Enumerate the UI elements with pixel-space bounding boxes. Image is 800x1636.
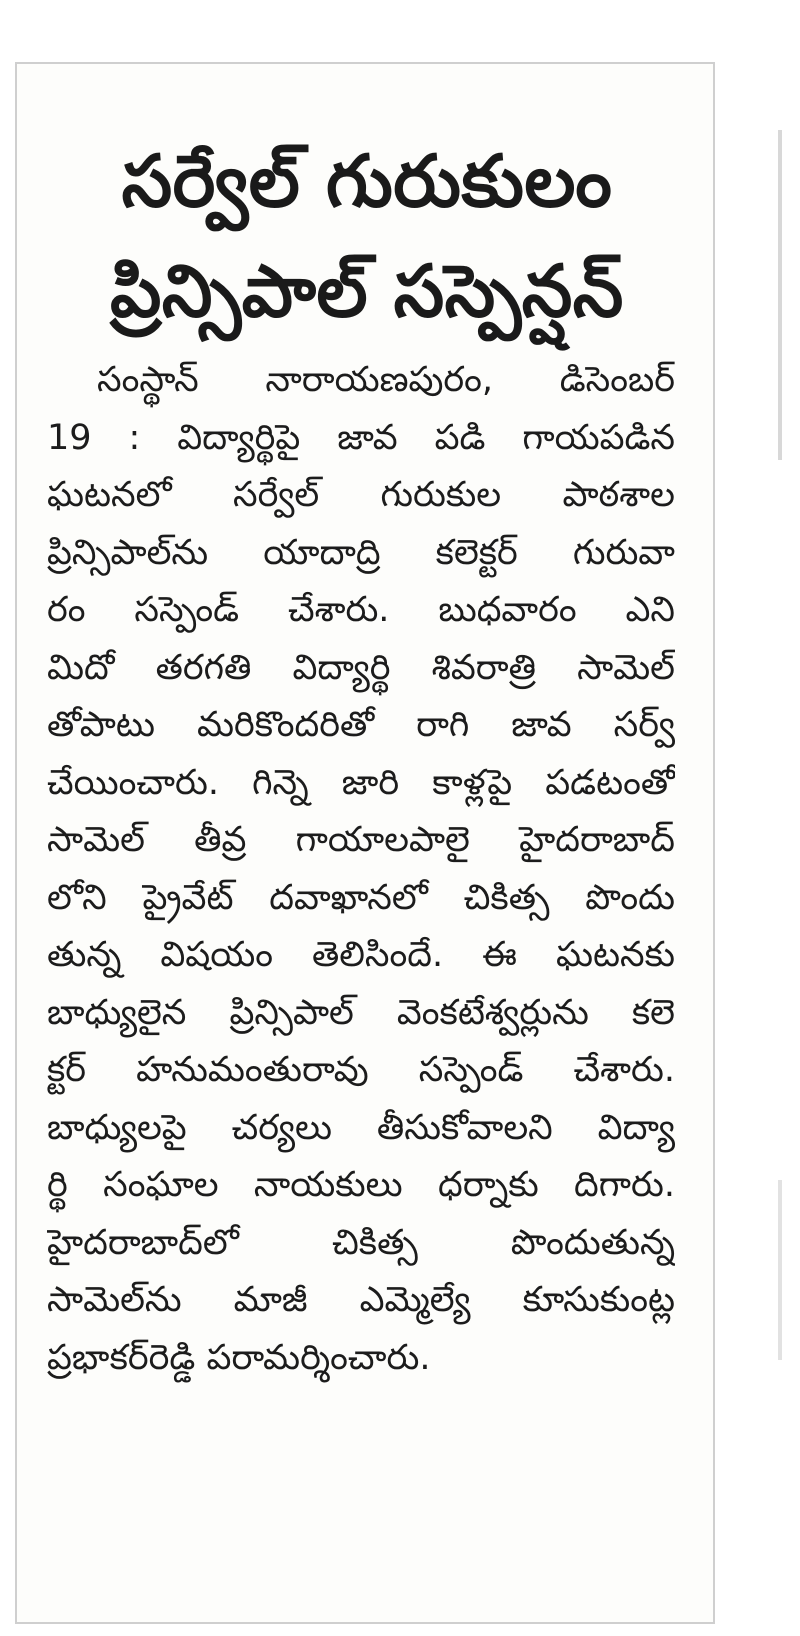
body-line: చేయించారు. గిన్నె జారి కాళ్లపై పడటంతో [47,762,675,803]
body-line: బాధ్యులైన ప్రిన్సిపాల్ వెంకటేశ్వర్లును కలె [47,992,675,1033]
body-line: హైదరాబాద్‌లో చికిత్స పొందుతున్న [47,1222,675,1263]
body-line: ప్రిన్సిపాల్‌ను యాదాద్రి కలెక్టర్ గురువా [47,532,675,573]
body-line: 19 : విద్యార్థిపై జావ పడి గాయపడిన [47,417,675,458]
body-line: సంస్థాన్ నారాయణపురం, డిసెంబర్ [97,360,675,400]
body-line: సామెల్‌ను మాజీ ఎమ్మెల్యే కూసుకుంట్ల [47,1280,675,1320]
body-line: బాధ్యులపై చర్యలు తీసుకోవాలని విద్యా [47,1107,675,1148]
adjacent-column-edge [778,1180,782,1360]
adjacent-column-edge [778,130,782,460]
body-line: తోపాటు మరికొందరితో రాగి జావ సర్వ్ [47,705,675,745]
body-line: తున్న విషయం తెలిసిందే. ఈ ఘటనకు [47,935,675,975]
body-line: లోని ప్రైవేట్ దవాఖానలో చికిత్స పొందు [47,877,675,918]
body-line: సామెల్ తీవ్ర గాయాలపాలై హైదరాబాద్ [47,820,675,860]
body-line: ర్థి సంఘాల నాయకులు ధర్నాకు దిగారు. [47,1165,675,1205]
headline-line-1: సర్వేల్ గురుకులం [121,139,613,223]
body-line: క్టర్ హనుమంతురావు సస్పెండ్ చేశారు. [47,1050,675,1090]
body-line: ప్రభాకర్‌రెడ్డి పరామర్శించారు. [47,1337,431,1378]
body-line: రం సస్పెండ్ చేశారు. బుధవారం ఎని [47,590,675,630]
headline-line-2: ప్రిన్సిపాల్ సస్పెన్షన్ [110,249,624,333]
article-body [47,352,675,1387]
body-line: మిదో తరగతి విద్యార్థి శివరాత్రి సామెల్ [47,647,675,688]
body-line: ఘటనలో సర్వేల్ గురుకుల పాఠశాల [47,475,675,515]
